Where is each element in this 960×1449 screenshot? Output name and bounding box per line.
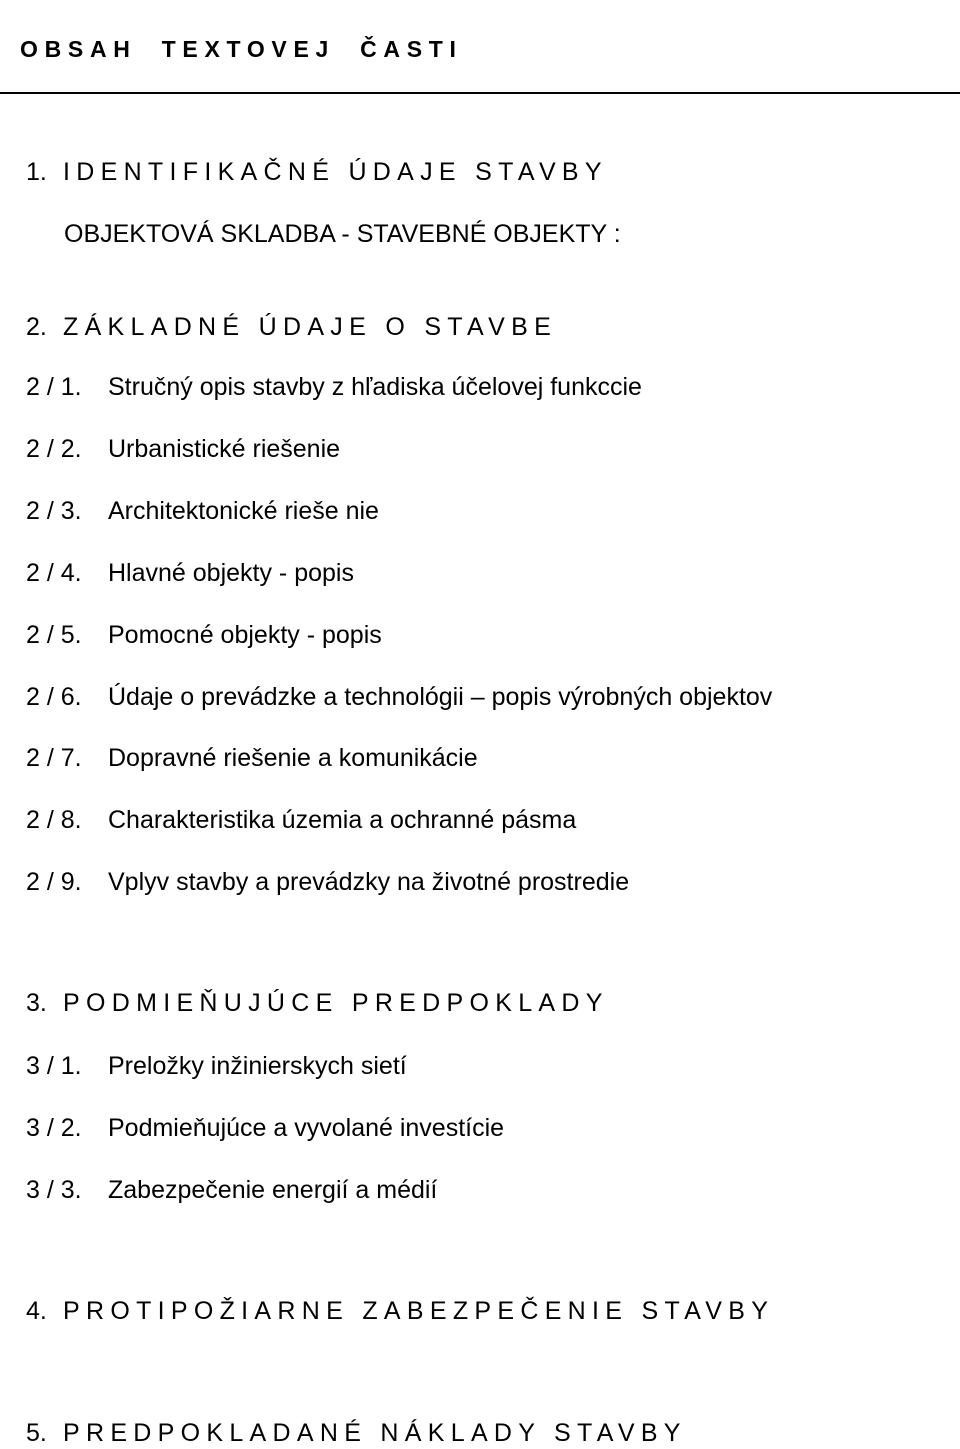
section-title: PREDPOKLADANÉ NÁKLADY STAVBY — [63, 1419, 687, 1447]
document-title: OBSAH TEXTOVEJ ČASTI — [20, 36, 463, 62]
toc-item-number: 2 / 3. — [26, 497, 82, 525]
toc-item — [26, 805, 956, 835]
toc-item-text: Vplyv stavby a prevádzky na životné prostredie — [108, 868, 630, 896]
toc-item-text: Architektonické rieše nie — [108, 497, 379, 525]
section-heading-4 — [26, 1296, 956, 1326]
section-number: 4. — [26, 1297, 47, 1325]
toc-item-text: Pomocné objekty - popis — [108, 621, 382, 649]
toc-item-number: 2 / 5. — [26, 621, 82, 649]
title-divider — [0, 92, 960, 94]
section-title: ZÁKLADNÉ ÚDAJE O STAVBE — [63, 313, 558, 341]
toc-item-text: Urbanistické riešenie — [108, 435, 341, 463]
section-title: PODMIEŇUJÚCE PREDPOKLADY — [63, 989, 609, 1017]
toc-item — [26, 743, 956, 773]
toc-item-text: Hlavné objekty - popis — [108, 559, 354, 587]
toc-item — [26, 496, 956, 526]
toc-item-number: 2 / 4. — [26, 559, 82, 587]
toc-item — [26, 1113, 956, 1143]
toc-item — [26, 682, 956, 712]
toc-item-number: 3 / 3. — [26, 1176, 82, 1204]
toc-item — [26, 620, 956, 650]
section1-note: OBJEKTOVÁ SKLADBA - STAVEBNÉ OBJEKTY : — [64, 220, 621, 248]
section-heading-2 — [26, 312, 956, 342]
section-title: IDENTIFIKAČNÉ ÚDAJE STAVBY — [63, 158, 608, 186]
section-heading-5 — [26, 1418, 956, 1448]
section-number: 1. — [26, 158, 47, 186]
toc-item-text: Údaje o prevádzke a technológii – popis výrobných objektov — [108, 683, 773, 711]
toc-item — [26, 1175, 956, 1205]
toc-item-text: Zabezpečenie energií a médií — [108, 1176, 438, 1204]
toc-item — [26, 372, 956, 402]
section-number: 2. — [26, 313, 47, 341]
toc-item-number: 2 / 9. — [26, 868, 82, 896]
toc-item — [26, 867, 956, 897]
toc-item-text: Preložky inžinierskych sietí — [108, 1052, 407, 1080]
section-number: 3. — [26, 989, 47, 1017]
toc-item — [26, 1051, 956, 1081]
toc-item-number: 2 / 8. — [26, 806, 82, 834]
toc-item-text: Podmieňujúce a vyvolané investície — [108, 1114, 505, 1142]
toc-item-text: Stručný opis stavby z hľadiska účelovej funkccie — [108, 373, 642, 401]
toc-item-number: 2 / 2. — [26, 435, 82, 463]
section-heading-3 — [26, 988, 956, 1018]
toc-item-text: Charakteristika územia a ochranné pásma — [108, 806, 577, 834]
section-number: 5. — [26, 1419, 47, 1447]
toc-item-number: 2 / 7. — [26, 744, 82, 772]
section-heading-1 — [26, 157, 956, 187]
toc-item-number: 2 / 1. — [26, 373, 82, 401]
toc-item-number: 3 / 1. — [26, 1052, 82, 1080]
toc-item — [26, 434, 956, 464]
toc-item-number: 3 / 2. — [26, 1114, 82, 1142]
section-title: PROTIPOŽIARNE ZABEZPEČENIE STAVBY — [63, 1297, 775, 1325]
toc-item — [26, 558, 956, 588]
toc-item-number: 2 / 6. — [26, 683, 82, 711]
toc-item-text: Dopravné riešenie a komunikácie — [108, 744, 478, 772]
